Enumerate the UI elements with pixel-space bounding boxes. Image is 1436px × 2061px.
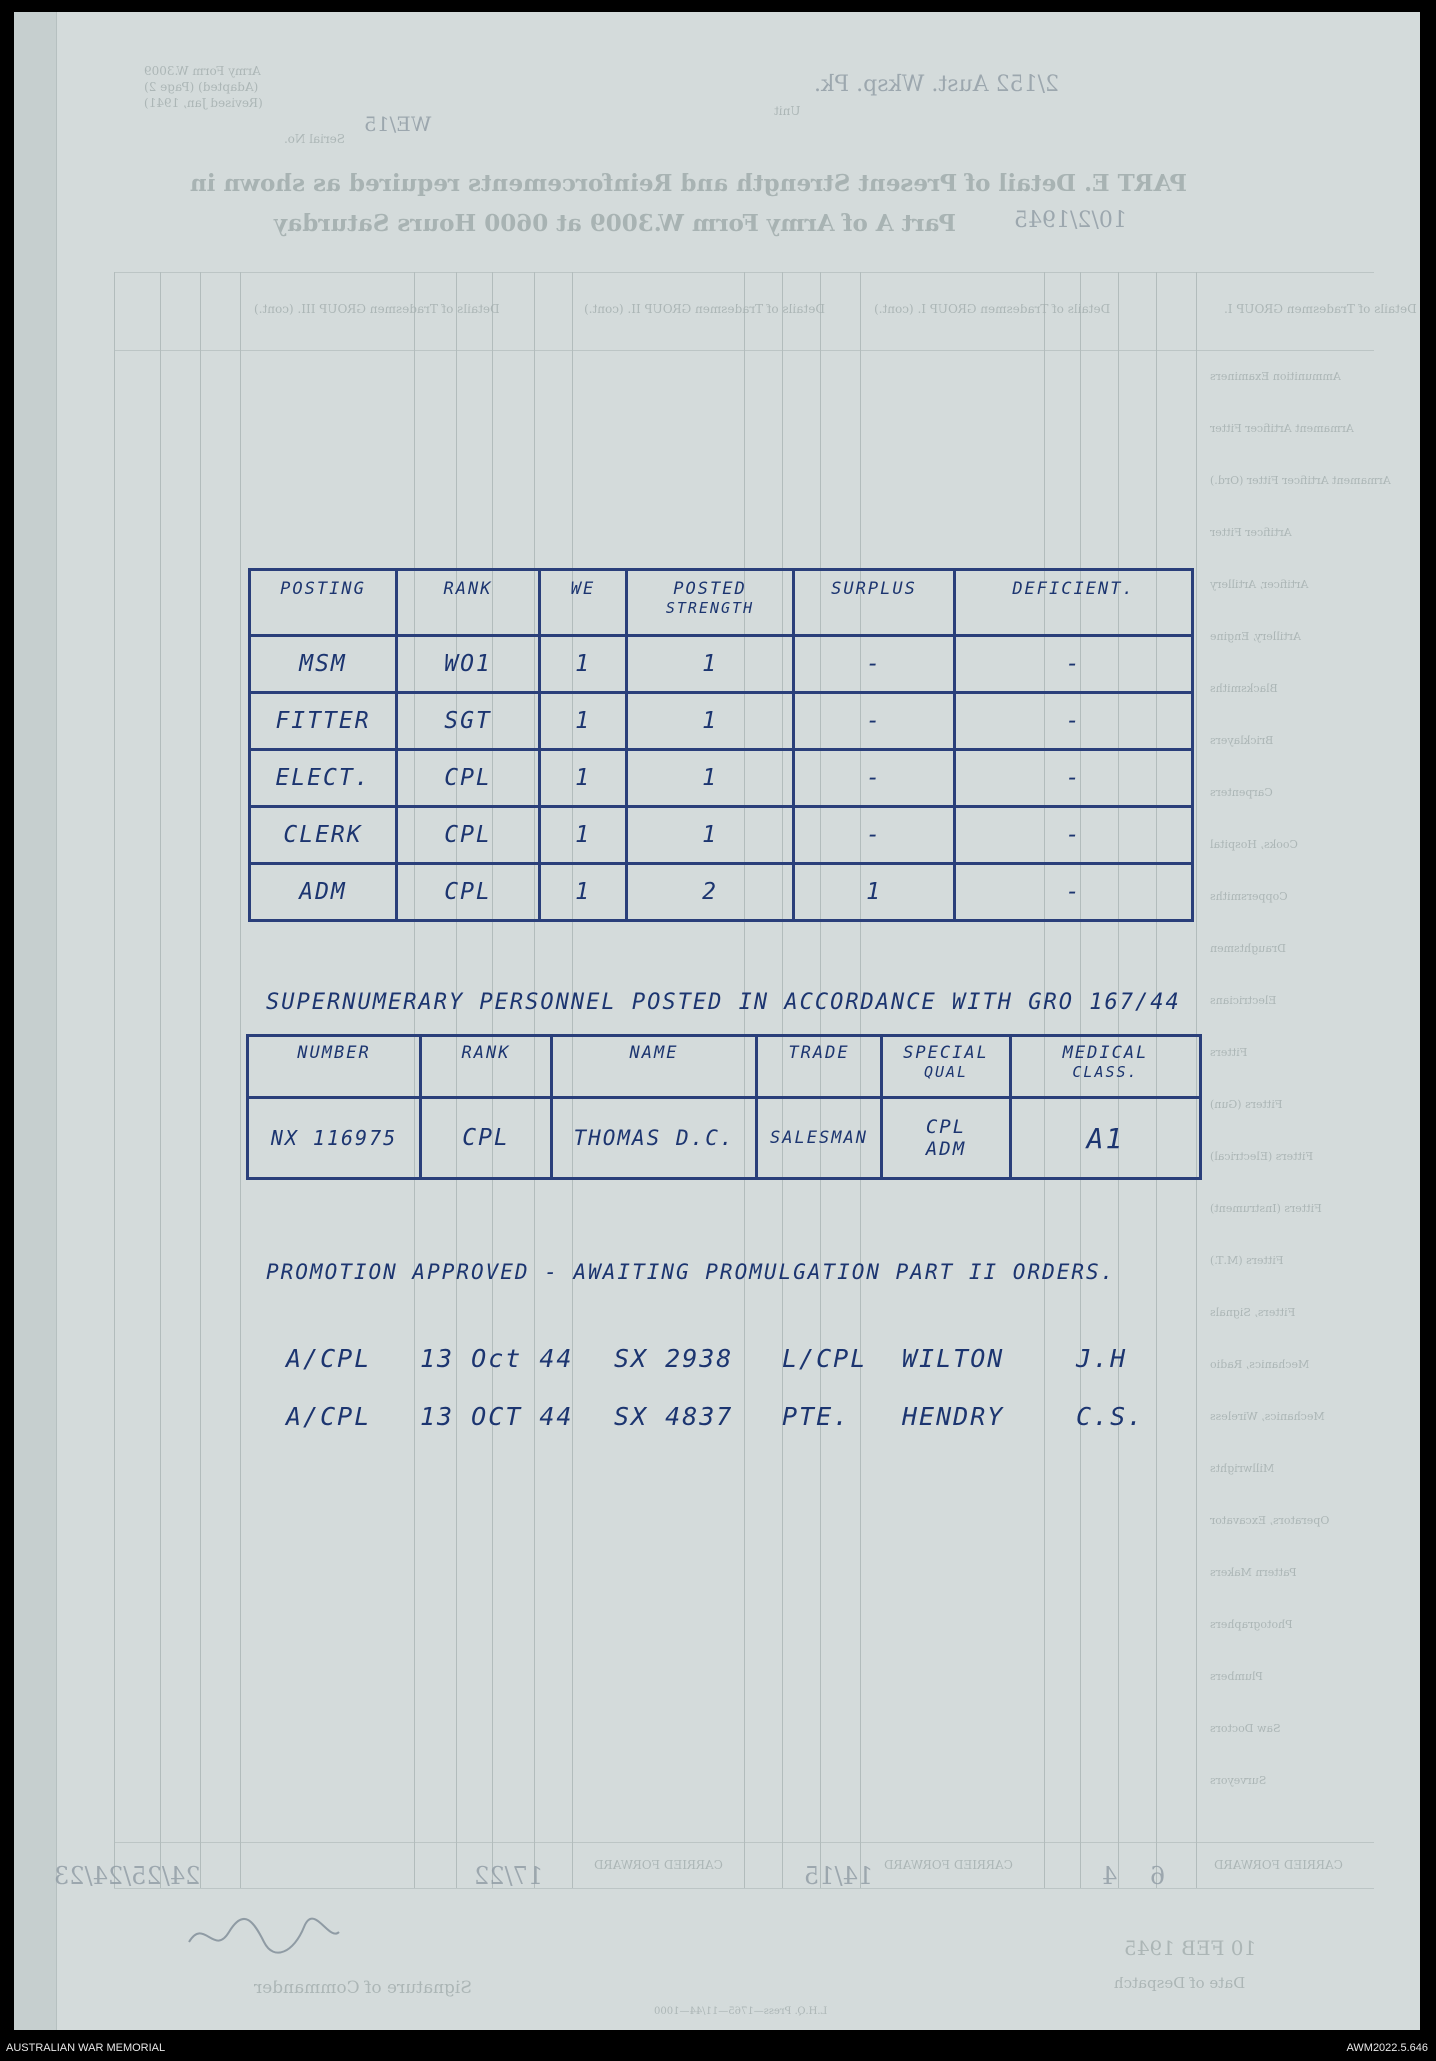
ghost-unit: 2/152 Aust. Wksp. Pk. [814, 72, 1059, 97]
cell-posting: ADM [250, 864, 397, 921]
posting-table [248, 568, 1194, 922]
cell-rank: CPL [421, 1098, 552, 1179]
ghost-trade-item: Fitters [1210, 1046, 1248, 1059]
form-adapted: (Adapted) (Page 2) [144, 80, 259, 94]
cell-deficient: - [955, 693, 1193, 750]
promo-surname: HENDRY [902, 1402, 1005, 1431]
ghost-trade-item: Ammunition Examiners [1210, 370, 1341, 383]
cell-posted: 2 [627, 864, 794, 921]
ghost-trade-item: Armament Artificer Fitter (Ord.) [1210, 474, 1391, 487]
cell-surplus: - [794, 636, 955, 693]
ghost-trade-item: Carpenters [1210, 786, 1273, 799]
ghost-trade-item: Electricians [1210, 994, 1277, 1007]
table-row [250, 636, 1193, 693]
ghost-rule [200, 272, 201, 1888]
supernumerary-header-row [248, 1036, 1201, 1098]
left-margin-strip [14, 12, 57, 2030]
ghost-trade-item: Fitters (Electrical) [1210, 1150, 1314, 1163]
ghost-serial: WE/15 [364, 112, 432, 136]
promo-rank: A/CPL [286, 1344, 372, 1373]
col-rank: RANK [397, 570, 540, 636]
cell-rank: SGT [397, 693, 540, 750]
ghost-trade-item: Artificer Fitter [1210, 526, 1292, 539]
col-special: SPECIAL [903, 1043, 989, 1063]
printer-line: L.H.Q. Press—1765—11/44—1000 [654, 2006, 828, 2017]
ghost-trade-item: Coppersmiths [1210, 890, 1288, 903]
ghost-figure: 17/22 [474, 1862, 544, 1890]
cell-rank: CPL [397, 864, 540, 921]
cell-we: 1 [540, 750, 627, 807]
promo-date: 13 OCT 44 [420, 1402, 574, 1431]
ghost-trade-item: Millwrights [1210, 1462, 1275, 1475]
ghost-trade-item: Surveyors [1210, 1774, 1267, 1787]
despatch-label: Date of Despatch [1114, 1974, 1246, 1992]
cell-posted: 1 [627, 807, 794, 864]
col-medical: MEDICAL [1062, 1043, 1149, 1063]
ghost-trade-item: Fitters (Instrument) [1210, 1202, 1322, 1215]
promo-number: SX 2938 [614, 1344, 734, 1373]
col-special-qual [882, 1036, 1011, 1098]
ghost-figure: 14/15 [804, 1862, 874, 1890]
supernumerary-table [246, 1034, 1202, 1180]
supernumerary-title: SUPERNUMERARY PERSONNEL POSTED IN ACCORDANCE WITH GRO 167/44 [266, 990, 1181, 1015]
cell-deficient: - [955, 636, 1193, 693]
promo-current-rank: PTE. [782, 1402, 851, 1431]
col-rank: RANK [421, 1036, 552, 1098]
col-posting: POSTING [250, 570, 397, 636]
footer-accession-number: AWM2022.5.646 [1346, 2042, 1428, 2054]
ghost-date: 10/2/1945 [1014, 208, 1127, 233]
group-header: Details of Tradesmen GROUP III. (cont.) [254, 302, 500, 316]
cell-rank: CPL [397, 807, 540, 864]
cell-rank: CPL [397, 750, 540, 807]
group-header: Details of Tradesmen GROUP I. [1224, 302, 1417, 316]
carried-forward: CARRIED FORWARD [594, 1858, 723, 1872]
serial-label: Serial No. [284, 132, 346, 146]
cell-deficient: - [955, 864, 1193, 921]
col-strength: STRENGTH [665, 599, 755, 617]
col-posted: POSTED [673, 579, 747, 599]
unit-label: Unit [774, 104, 801, 118]
ghost-rule [240, 272, 241, 1888]
ghost-trade-item: Saw Doctors [1210, 1722, 1281, 1735]
promotion-title: PROMOTION APPROVED - AWAITING PROMULGATION PART II ORDERS. [266, 1260, 1116, 1284]
cell-we: 1 [540, 864, 627, 921]
cell-posting: CLERK [250, 807, 397, 864]
cell-posting: MSM [250, 636, 397, 693]
cell-deficient: - [955, 807, 1193, 864]
promo-initials: J.H [1076, 1344, 1128, 1373]
ghost-rule [160, 272, 161, 1888]
cell-posting: FITTER [250, 693, 397, 750]
cell-surplus: - [794, 693, 955, 750]
carried-forward: CARRIED FORWARD [884, 1858, 1013, 1872]
promo-number: SX 4837 [614, 1402, 734, 1431]
ghost-rule [114, 1888, 1374, 1889]
ghost-trade-item: Draughtsmen [1210, 942, 1286, 955]
cell-qual: ADM [925, 1138, 967, 1160]
cell-we: 1 [540, 693, 627, 750]
ghost-trade-item: Fitters (M.T.) [1210, 1254, 1284, 1267]
col-surplus: SURPLUS [794, 570, 955, 636]
ghost-trade-item: Mechanics, Radio [1210, 1358, 1310, 1371]
form-title-line-1: PART E. Detail of Present Strength and Reinforcements required as shown in [190, 170, 1187, 197]
ghost-signature [184, 1912, 344, 1962]
cell-special-qual [882, 1098, 1011, 1179]
ghost-trade-item: Operators, Excavator [1210, 1514, 1330, 1527]
group-header: Details of Tradesmen GROUP II. (cont.) [584, 302, 825, 316]
cell-medical: A1 [1011, 1098, 1201, 1179]
cell-trade: SALESMAN [757, 1098, 882, 1179]
ghost-figure: 4 [1102, 1862, 1118, 1890]
ghost-figure: 24/25/24/23 [54, 1862, 201, 1890]
table-row [250, 864, 1193, 921]
signature-label: Signature of Commander [254, 1978, 472, 1998]
form-id: Army Form W.3009 [144, 64, 261, 78]
promo-date: 13 Oct 44 [420, 1344, 574, 1373]
col-posted-strength [627, 570, 794, 636]
ghost-rule [114, 272, 115, 1888]
cell-special: CPL [925, 1116, 967, 1138]
ghost-trade-item: Cooks, Hospital [1210, 838, 1298, 851]
ghost-figure: 6 [1150, 1862, 1166, 1890]
col-class: CLASS. [1072, 1063, 1139, 1081]
col-qual: QUAL [923, 1063, 969, 1081]
cell-number: NX 116975 [248, 1098, 421, 1179]
ghost-trade-item: Armament Artificer Fitter [1210, 422, 1354, 435]
ghost-trade-item: Artillery, Engine [1210, 630, 1301, 643]
despatch-stamp: 10 FEB 1945 [1124, 1936, 1257, 1960]
ghost-trade-item: Bricklayers [1210, 734, 1274, 747]
col-trade: TRADE [757, 1036, 882, 1098]
ghost-trade-item: Fitters, Signals [1210, 1306, 1296, 1319]
promo-initials: C.S. [1076, 1402, 1145, 1431]
footer-institution: AUSTRALIAN WAR MEMORIAL [6, 2042, 166, 2054]
form-revised: (Revised Jan, 1941) [144, 96, 263, 110]
cell-name: THOMAS D.C. [552, 1098, 757, 1179]
ghost-trade-item: Pattern Makers [1210, 1566, 1297, 1579]
cell-we: 1 [540, 807, 627, 864]
ghost-trade-item: Mechanics, Wireless [1210, 1410, 1325, 1423]
promo-current-rank: L/CPL [782, 1344, 868, 1373]
table-row [248, 1098, 1201, 1179]
cell-posting: ELECT. [250, 750, 397, 807]
ghost-trade-item: Photographers [1210, 1618, 1293, 1631]
cell-deficient: - [955, 750, 1193, 807]
group-header: Details of Tradesmen GROUP I. (cont.) [874, 302, 1111, 316]
cell-posted: 1 [627, 636, 794, 693]
col-deficient: DEFICIENT. [955, 570, 1193, 636]
table-row [250, 807, 1193, 864]
col-we: WE [540, 570, 627, 636]
cell-surplus: 1 [794, 864, 955, 921]
col-number: NUMBER [248, 1036, 421, 1098]
carried-forward: CARRIED FORWARD [1214, 1858, 1343, 1872]
cell-surplus: - [794, 807, 955, 864]
cell-posted: 1 [627, 750, 794, 807]
cell-rank: WO1 [397, 636, 540, 693]
ghost-trade-item: Fitters (Gun) [1210, 1098, 1283, 1111]
ghost-trade-item: Blacksmiths [1210, 682, 1278, 695]
col-medical-class [1011, 1036, 1201, 1098]
cell-surplus: - [794, 750, 955, 807]
table-row [250, 693, 1193, 750]
form-sheet [14, 12, 1420, 2030]
posting-header-row [250, 570, 1193, 636]
ghost-trade-item: Plumbers [1210, 1670, 1263, 1683]
ghost-trade-item: Artificer, Artillery [1210, 578, 1309, 591]
cell-we: 1 [540, 636, 627, 693]
archive-footer [0, 2034, 1436, 2061]
cell-posted: 1 [627, 693, 794, 750]
table-row [250, 750, 1193, 807]
col-name: NAME [552, 1036, 757, 1098]
promo-rank: A/CPL [286, 1402, 372, 1431]
promo-surname: WILTON [902, 1344, 1005, 1373]
form-title-line-2: Part A of Army Form W.3009 at 0600 Hours Saturday [274, 210, 956, 237]
